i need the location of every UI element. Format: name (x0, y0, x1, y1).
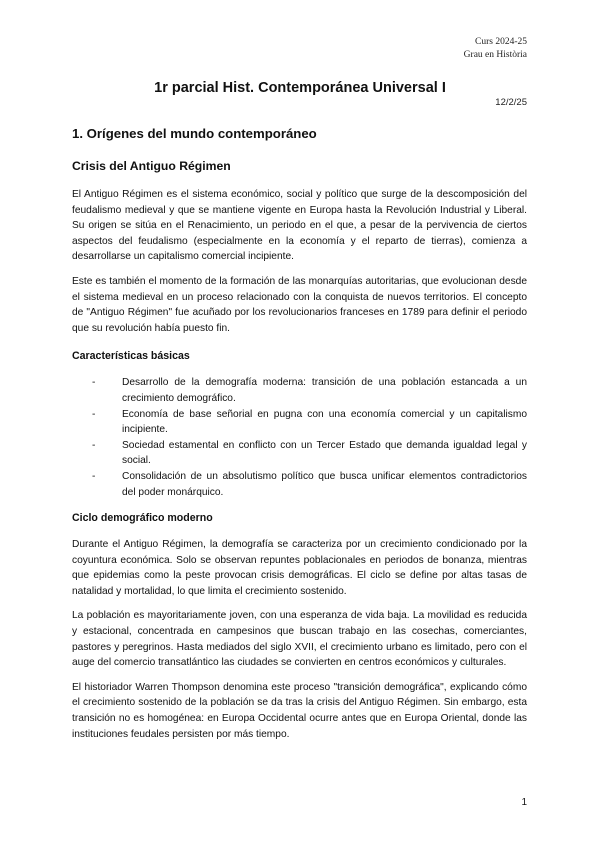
bullet-dash: - (92, 408, 96, 420)
document-meta (464, 36, 527, 62)
paragraph: La población es mayoritariamente joven, con una esperanza de vida baja. La movilidad es reducida y estacional, concentrada en campesinos que buscan trabajo en las cosechas, comerciantes, pastores y peregrinos. Hasta mediados del siglo XVII, el crecimiento urbano es limitado, pero con el auge del comercio transatlántico las ciudades se convierten en centros económicos y culturales. (72, 610, 527, 669)
list-item (92, 438, 527, 469)
list-item-text: Sociedad estamental en conflicto con un Tercer Estado que demanda igualdad legal y social. (122, 439, 527, 467)
list-item-text: Consolidación de un absolutismo político que busca unificar elementos contradictorios del poder monárquico. (122, 470, 527, 498)
bullet-dash: - (92, 439, 96, 451)
section-heading: 1. Orígenes del mundo contemporáneo (72, 126, 317, 141)
page-number: 1 (521, 797, 527, 808)
list-item (92, 469, 527, 500)
document-body (72, 126, 527, 751)
paragraph: El historiador Warren Thompson denomina este proceso "transición demográfica", explicando cómo el crecimiento sostenido de la población se da tras la crisis del Antiguo Régimen. Sin embargo, esta transición no es homogénea: en Europa Occidental ocurre antes que en Europa Oriental, donde las instituciones feudales persisten por más tiempo. (72, 681, 527, 740)
paragraph: El Antiguo Régimen es el sistema económico, social y político que surge de la descomposición del feudalismo medieval y que se mantiene vigente en Europa hasta la Revolución Industrial y Liberal. Su origen se sitúa en el Renacimiento, un periodo en el que, a pesar de la pervivencia de ciertos aspectos del feudalismo (especialmente en la economía y el reparto de tierras), comienza a desarrollarse un capitalismo comercial incipiente. (72, 189, 527, 263)
list-item (92, 407, 527, 438)
paragraph: Durante el Antiguo Régimen, la demografía se caracteriza por un crecimiento condicionado por la coyuntura económica. Solo se observan repuntes poblacionales en periodos de bonanza, mientras que epidemias como la peste provocan crisis demográficas. El ciclo se define por altas tasas de natalidad y mortalidad, lo que limita el crecimiento sostenido. (72, 539, 527, 597)
course-year: Curs 2024-25 (475, 37, 527, 47)
degree-name: Grau en Història (463, 50, 527, 60)
bullet-dash: - (92, 470, 96, 482)
page-title: 1r parcial Hist. Contemporánea Universal I (154, 80, 446, 96)
features-heading: Características básicas (72, 350, 190, 363)
document-date: 12/2/25 (495, 97, 527, 108)
paragraph: Este es también el momento de la formación de las monarquías autoritarias, que evolucionan desde el sistema medieval en un proceso relacionado con la conquista de nuevos territorios. El concepto de "Antiguo Régimen" fue acuñado por los revolucionarios franceses en 1789 para definir el periodo que su revolución había puesto fin. (72, 275, 527, 334)
bullet-dash: - (92, 377, 96, 389)
list-item-text: Desarrollo de la demografía moderna: transición de una población estancada a un crecimiento demográfico. (122, 377, 527, 404)
demography-heading: Ciclo demográfico moderno (72, 512, 213, 525)
features-list (72, 375, 527, 500)
list-item (92, 375, 527, 406)
list-item-text: Economía de base señorial en pugna con una economía comercial y un capitalismo incipiente. (122, 408, 527, 436)
subsection-heading: Crisis del Antiguo Régimen (72, 159, 231, 173)
